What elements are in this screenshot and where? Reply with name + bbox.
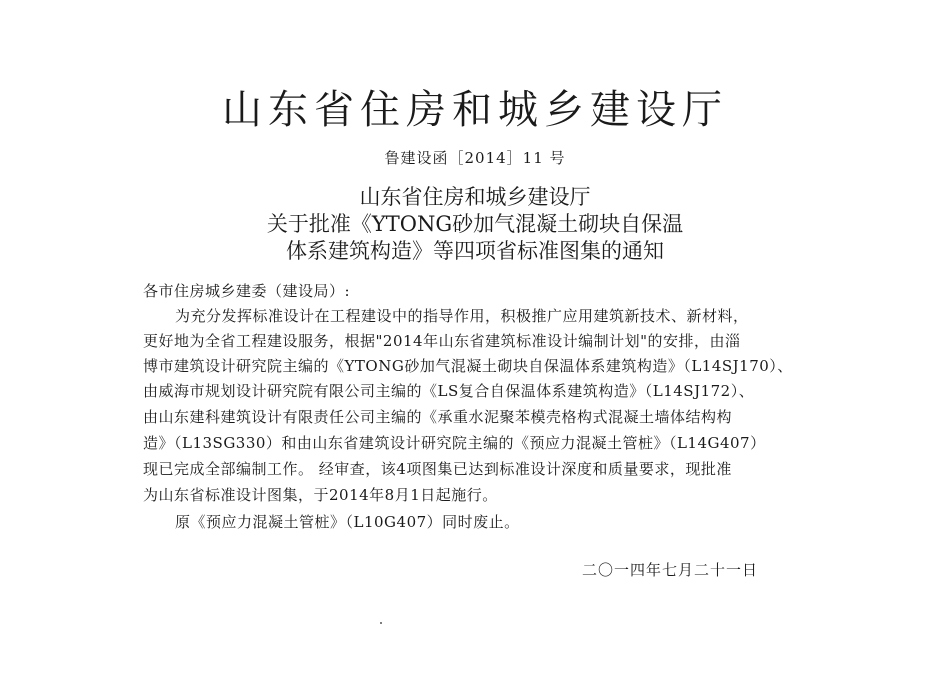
body-line: 更好地为全省工程建设服务，根据"2014年山东省建筑标准设计编制计划"的安排，由淄 — [143, 332, 741, 350]
body-line: 现已完成全部编制工作。 经审查，该4项图集已达到标准设计深度和质量要求，现批准 — [143, 460, 732, 478]
document-number: 鲁建设函［2014］11 号 — [384, 149, 566, 167]
title-line-1: 山东省住房和城乡建设厅 — [359, 185, 591, 209]
body-line: 为山东省标准设计图集，于2014年8月1日起施行。 — [143, 486, 498, 504]
body-line: 博市建筑设计研究院主编的《YTONG砂加气混凝土砌块自保温体系建筑构造》（L14SJ170）、 — [143, 357, 793, 375]
abolish-notice: 原《预应力混凝土管桩》（L10G407）同时废止。 — [175, 513, 520, 531]
body-line: 由威海市规划设计研究院有限公司主编的《LS复合自保温体系建筑构造》（L14SJ172）、 — [143, 382, 755, 400]
salutation: 各市住房城乡建委（建设局）: — [143, 282, 351, 300]
title-line-2: 关于批准《YTONG砂加气混凝土砌块自保温 — [266, 212, 684, 236]
body-line: 造》（L13SG330）和由山东省建筑设计研究院主编的《预应力混凝土管桩》（L14G407） — [143, 434, 766, 452]
body-line: 为充分发挥标准设计在工程建设中的指导作用，积极推广应用建筑新技术、新材料， — [175, 307, 749, 325]
title-line-3: 体系建筑构造》等四项省标准图集的通知 — [286, 239, 664, 263]
body-line: 由山东建科建筑设计有限责任公司主编的《承重水泥聚苯模壳格构式混凝土墙体结构构 — [143, 408, 733, 426]
scan-speck — [380, 622, 382, 624]
issue-date: 二〇一四年七月二十一日 — [582, 561, 759, 579]
issuer-heading: 山东省住房和城乡建设厅 — [222, 87, 728, 133]
